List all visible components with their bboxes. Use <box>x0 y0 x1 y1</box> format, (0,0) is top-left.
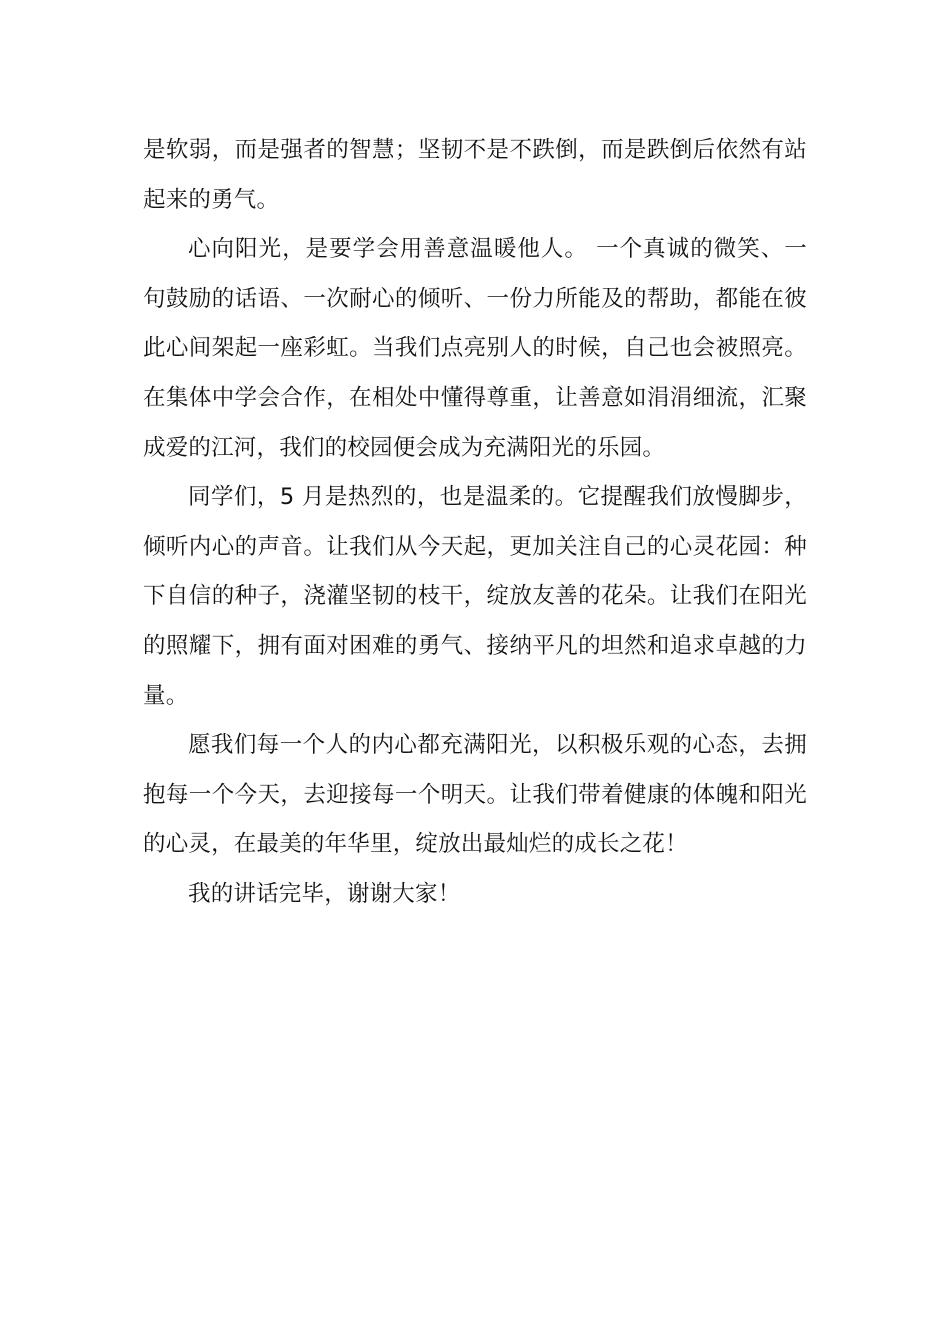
paragraph-wish: 愿我们每一个人的内心都充满阳光，以积极乐观的心态，去拥抱每一个今天，去迎接每一个明天。让我们带着健康的体魄和阳光的心灵，在最美的年华里，绽放出最灿烂的成长之花！ <box>143 732 807 858</box>
paragraph-kindness: 心向阳光，是要学会用善意温暖他人。 一个真诚的微笑、一句鼓励的话语、一次耐心的倾听、一份力所能及的帮助，都能在彼此心间架起一座彩虹。当我们点亮别人的时候，自己也会被照亮。在集体中学会合作，在相处中懂得尊重，让善意如涓涓细流，汇聚成爱的江河，我们的校园便会成为充满阳光的乐园。 <box>143 236 807 461</box>
speech-body <box>143 126 807 920</box>
paragraph-closing: 我的讲话完毕，谢谢大家！ <box>188 880 461 907</box>
paragraph-continuation: 是软弱，而是强者的智慧；坚韧不是不跌倒，而是跌倒后依然有站起来的勇气。 <box>143 137 807 213</box>
paragraph-may-classmates: 同学们，5 月是热烈的，也是温柔的。它提醒我们放慢脚步，倾听内心的声音。让我们从今天起，更加关注自己的心灵花园：种下自信的种子，浇灌坚韧的枝干，绽放友善的花朵。让我们在阳光的照耀下，拥有面对困难的勇气、接纳平凡的坦然和追求卓越的力量。 <box>143 484 807 709</box>
